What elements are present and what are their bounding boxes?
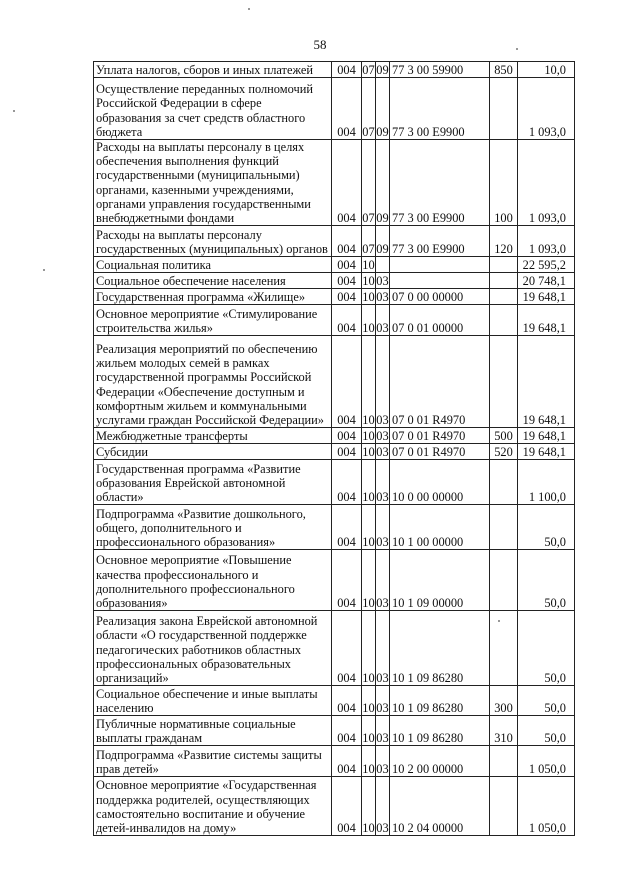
row-target-article: 10 2 00 00000 — [390, 746, 490, 777]
row-name: Публичные нормативные социальные выплаты гражданам — [94, 716, 332, 746]
row-expense-type — [490, 746, 518, 777]
row-name: Социальное обеспечение населения — [94, 273, 332, 289]
row-target-article: 07 0 01 R4970 — [390, 336, 490, 428]
row-section: 10 — [362, 505, 376, 550]
row-expense-type: 520 — [490, 444, 518, 460]
row-gr-code: 004 — [332, 550, 362, 611]
row-amount: 19 648,1 — [518, 305, 575, 336]
table-row — [94, 62, 575, 78]
row-amount: 19 648,1 — [518, 336, 575, 428]
row-expense-type — [490, 273, 518, 289]
row-name: Основное мероприятие «Стимулирование строительства жилья» — [94, 305, 332, 336]
row-subsection: 03 — [376, 290, 389, 305]
row-target-article: 07 0 00 00000 — [390, 289, 490, 305]
row-name: Реализация закона Еврейской автономной области «О государственной поддержке педагогических работников областных профессиональных образовательных организаций» — [94, 611, 332, 686]
row-expense-type: 500 — [490, 428, 518, 444]
row-name: Реализация мероприятий по обеспечению жильем молодых семей в рамках государственной программы Российской Федерации «Обеспечение доступным и комфортным жильем и коммунальными услугами граждан Российской Федерации» — [94, 336, 332, 428]
row-gr-code: 004 — [332, 289, 362, 305]
row-section: 10 — [362, 777, 376, 836]
row-expense-type — [490, 336, 518, 428]
row-amount: 19 648,1 — [518, 289, 575, 305]
row-target-article — [390, 257, 490, 273]
row-target-article — [390, 273, 490, 289]
row-target-article: 10 1 00 00000 — [390, 505, 490, 550]
row-subsection: 03 — [376, 460, 390, 505]
row-gr-code: 004 — [332, 257, 362, 273]
row-target-article: 77 3 00 59900 — [390, 62, 490, 78]
row-section: 10 — [362, 611, 376, 686]
row-target-article: 10 1 09 86280 — [390, 686, 490, 716]
row-gr-code: 004 — [332, 686, 362, 716]
row-expense-type — [490, 460, 518, 505]
row-expense-type — [490, 289, 518, 305]
row-gr-code: 004 — [332, 62, 362, 78]
row-expense-type — [490, 257, 518, 273]
row-section: 07 — [362, 140, 376, 226]
row-amount: 10,0 — [518, 62, 575, 78]
row-expense-type: 850 — [490, 62, 518, 78]
row-section: 07 — [362, 62, 375, 77]
row-subsection: 03 — [376, 686, 390, 716]
row-name: Социальное обеспечение и иные выплаты населению — [94, 686, 332, 716]
row-expense-type: 300 — [490, 686, 518, 716]
row-name: Государственная программа «Жилище» — [94, 289, 332, 305]
row-subsection: 09 — [376, 78, 390, 140]
row-section: 07 — [362, 226, 376, 257]
row-name: Расходы на выплаты персоналу государственных (муниципальных) органов — [94, 226, 332, 257]
row-target-article: 10 1 09 86280 — [390, 611, 490, 686]
row-target-article: 07 0 01 R4970 — [390, 444, 490, 460]
row-amount: 50,0 — [518, 611, 575, 686]
row-section: 10 — [362, 460, 376, 505]
row-name: Уплата налогов, сборов и иных платежей — [94, 62, 332, 78]
row-gr-code: 004 — [332, 444, 362, 460]
row-name: Межбюджетные трансферты — [94, 428, 332, 444]
row-gr-code: 004 — [332, 140, 362, 226]
row-expense-type — [490, 550, 518, 611]
row-gr-code: 004 — [332, 505, 362, 550]
row-gr-code: 004 — [332, 716, 362, 746]
row-section: 10 — [362, 305, 376, 336]
table-row — [94, 746, 575, 777]
row-amount: 50,0 — [518, 686, 575, 716]
row-subsection: 03 — [376, 305, 390, 336]
row-subsection: 03 — [376, 716, 390, 746]
row-target-article: 77 3 00 Е9900 — [390, 78, 490, 140]
row-target-article: 77 3 00 Е9900 — [390, 226, 490, 257]
table-row — [94, 78, 575, 140]
row-name: Подпрограмма «Развитие дошкольного, общего, дополнительного и профессионального образования» — [94, 505, 332, 550]
row-name: Осуществление переданных полномочий Российской Федерации в сфере образования за счет средств областного бюджета — [94, 78, 332, 140]
row-subsection: 03 — [376, 777, 390, 836]
row-amount: 19 648,1 — [518, 444, 575, 460]
row-expense-type — [490, 611, 518, 686]
row-section: 10 — [362, 445, 375, 460]
table-row — [94, 460, 575, 505]
row-amount: 50,0 — [518, 716, 575, 746]
row-name: Субсидии — [94, 444, 332, 460]
table-row — [94, 273, 575, 289]
row-subsection: 03 — [376, 746, 390, 777]
row-gr-code: 004 — [332, 226, 362, 257]
table-body — [94, 62, 575, 836]
row-gr-code: 004 — [332, 336, 362, 428]
row-target-article: 10 1 09 00000 — [390, 550, 490, 611]
row-expense-type — [490, 305, 518, 336]
row-target-article: 07 0 01 R4970 — [390, 428, 490, 444]
row-expense-type: 100 — [490, 140, 518, 226]
row-name: Государственная программа «Развитие образования Еврейской автономной области» — [94, 460, 332, 505]
table-row — [94, 289, 575, 305]
row-amount: 1 050,0 — [518, 777, 575, 836]
row-subsection — [376, 257, 390, 273]
row-expense-type — [490, 505, 518, 550]
row-section: 10 — [362, 274, 375, 289]
row-gr-code: 004 — [332, 78, 362, 140]
row-section: 10 — [362, 686, 376, 716]
row-section: 10 — [362, 716, 376, 746]
row-amount: 1 093,0 — [518, 226, 575, 257]
row-subsection: 03 — [376, 429, 389, 444]
scan-speck — [43, 269, 45, 271]
page-number: 58 — [313, 37, 327, 52]
row-gr-code: 004 — [332, 273, 362, 289]
row-gr-code: 004 — [332, 428, 362, 444]
scan-speck — [516, 48, 518, 50]
row-amount: 50,0 — [518, 505, 575, 550]
row-target-article: 10 1 09 86280 — [390, 716, 490, 746]
row-section: 10 — [362, 429, 375, 444]
row-section: 07 — [362, 78, 376, 140]
row-name: Основное мероприятие «Повышение качества профессионального и дополнительного профессионального образования» — [94, 550, 332, 611]
row-subsection: 03 — [376, 550, 390, 611]
row-subsection: 03 — [376, 274, 389, 289]
row-amount: 1 050,0 — [518, 746, 575, 777]
row-expense-type — [490, 78, 518, 140]
row-expense-type: 310 — [490, 716, 518, 746]
row-amount: 19 648,1 — [518, 428, 575, 444]
row-name: Основное мероприятие «Государственная поддержка родителей, осуществляющих самостоятельно воспитание и обучение детей-инвалидов на дому» — [94, 777, 332, 836]
table-row — [94, 716, 575, 746]
row-section: 10 — [362, 258, 375, 273]
row-subsection: 03 — [376, 336, 390, 428]
row-target-article: 10 2 04 00000 — [390, 777, 490, 836]
table-row — [94, 505, 575, 550]
row-expense-type — [490, 777, 518, 836]
scan-speck — [13, 110, 15, 112]
row-subsection: 03 — [376, 445, 389, 460]
row-amount: 1 093,0 — [518, 140, 575, 226]
table-row — [94, 257, 575, 273]
row-target-article: 10 0 00 00000 — [390, 460, 490, 505]
row-gr-code: 004 — [332, 460, 362, 505]
row-gr-code: 004 — [332, 746, 362, 777]
row-section: 10 — [362, 746, 376, 777]
row-gr-code: 004 — [332, 777, 362, 836]
row-amount: 50,0 — [518, 550, 575, 611]
scan-speck — [248, 8, 250, 10]
row-amount: 1 100,0 — [518, 460, 575, 505]
table-row — [94, 777, 575, 836]
row-gr-code: 004 — [332, 611, 362, 686]
table-row — [94, 226, 575, 257]
row-name: Расходы на выплаты персоналу в целях обеспечения выполнения функций государственными (муниципальными) органами, казенными учреждениями, органами управления государственными внебюджетными фондами — [94, 140, 332, 226]
row-target-article: 07 0 01 00000 — [390, 305, 490, 336]
budget-table — [93, 61, 575, 836]
row-target-article: 77 3 00 Е9900 — [390, 140, 490, 226]
table-row — [94, 140, 575, 226]
row-gr-code: 004 — [332, 305, 362, 336]
table-row — [94, 686, 575, 716]
table-row — [94, 428, 575, 444]
row-subsection: 03 — [376, 611, 390, 686]
table-row — [94, 444, 575, 460]
row-section: 10 — [362, 550, 376, 611]
scan-speck — [498, 620, 500, 622]
row-section: 10 — [362, 336, 376, 428]
row-subsection: 03 — [376, 505, 390, 550]
row-subsection: 09 — [376, 226, 390, 257]
table-row — [94, 611, 575, 686]
row-amount: 20 748,1 — [518, 273, 575, 289]
row-subsection: 09 — [376, 140, 390, 226]
table-row — [94, 336, 575, 428]
table-row — [94, 305, 575, 336]
row-amount: 1 093,0 — [518, 78, 575, 140]
row-expense-type: 120 — [490, 226, 518, 257]
row-name: Социальная политика — [94, 257, 332, 273]
row-subsection: 09 — [376, 62, 389, 77]
row-amount: 22 595,2 — [518, 257, 575, 273]
row-name: Подпрограмма «Развитие системы защиты прав детей» — [94, 746, 332, 777]
row-section: 10 — [362, 290, 375, 305]
table-row — [94, 550, 575, 611]
